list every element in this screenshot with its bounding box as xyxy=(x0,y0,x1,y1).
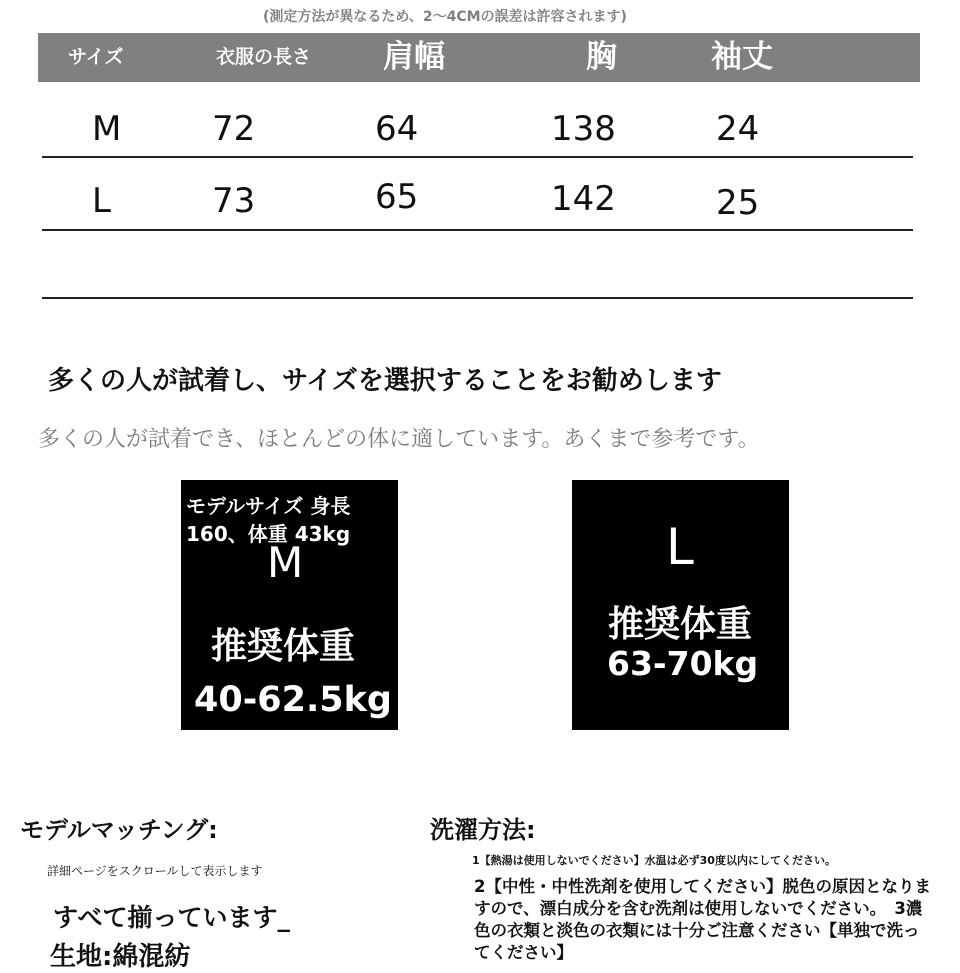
table-divider xyxy=(42,297,913,299)
table-divider xyxy=(42,229,913,231)
size-card-l xyxy=(572,480,789,730)
weight-range: 40-62.5kg xyxy=(194,680,392,720)
cell-size: L xyxy=(92,181,111,221)
size-letter: M xyxy=(267,538,304,587)
washing-heading: 洗濯方法: xyxy=(430,816,536,844)
model-info-line1: モデルサイズ 身長 xyxy=(186,494,351,518)
fabric-text: 生地:綿混紡 xyxy=(50,942,191,972)
washing-instruction-1: 1【熱湯は使用しないでください】水温は必ず30度以内にしてください。 xyxy=(472,854,836,867)
cell-length: 73 xyxy=(212,181,256,221)
recommendation-heading: 多くの人が試着し、サイズを選択することをお勧めします xyxy=(48,366,722,396)
all-items-text: すべて揃っています_ xyxy=(53,903,291,932)
cell-chest: 138 xyxy=(551,109,616,149)
model-info-line2: 160、体重 43kg xyxy=(186,522,351,546)
cell-shoulder: 64 xyxy=(375,109,419,149)
weight-label: 推奨体重 xyxy=(211,626,356,667)
cell-size: M xyxy=(92,109,122,149)
cell-chest: 142 xyxy=(551,179,616,219)
cell-sleeve: 24 xyxy=(716,109,760,149)
size-card-m xyxy=(181,480,398,730)
weight-range: 63-70kg xyxy=(607,644,759,683)
header-shoulder: 肩幅 xyxy=(383,39,445,75)
header-sleeve: 袖丈 xyxy=(711,39,773,75)
washing-instruction-2: 2【中性・中性洗剤を使用してください】脱色の原因となりますので、漂白成分を含む洗剤は使用しないでください。 3濃色の衣類と淡色の衣類には十分ご注意ください【単独で洗ってください】 xyxy=(474,877,931,962)
cell-length: 72 xyxy=(212,109,256,149)
header-length: 衣服の長さ xyxy=(216,46,312,68)
scroll-note: 詳細ページをスクロールして表示します xyxy=(47,864,263,878)
measurement-note: (測定方法が異なるため、2～4CMの誤差は許容されます) xyxy=(263,9,627,25)
cell-shoulder: 65 xyxy=(375,177,419,217)
model-matching-heading: モデルマッチング: xyxy=(20,816,218,844)
recommendation-subtext: 多くの人が試着でき、ほとんどの体に適しています。あくまで参考です。 xyxy=(38,427,760,452)
header-size: サイズ xyxy=(68,46,124,68)
table-divider xyxy=(42,156,913,158)
cell-sleeve: 25 xyxy=(716,183,760,223)
weight-label: 推奨体重 xyxy=(608,604,753,645)
header-chest: 胸 xyxy=(586,39,617,75)
size-table-header xyxy=(38,33,920,82)
size-letter: L xyxy=(666,518,694,576)
